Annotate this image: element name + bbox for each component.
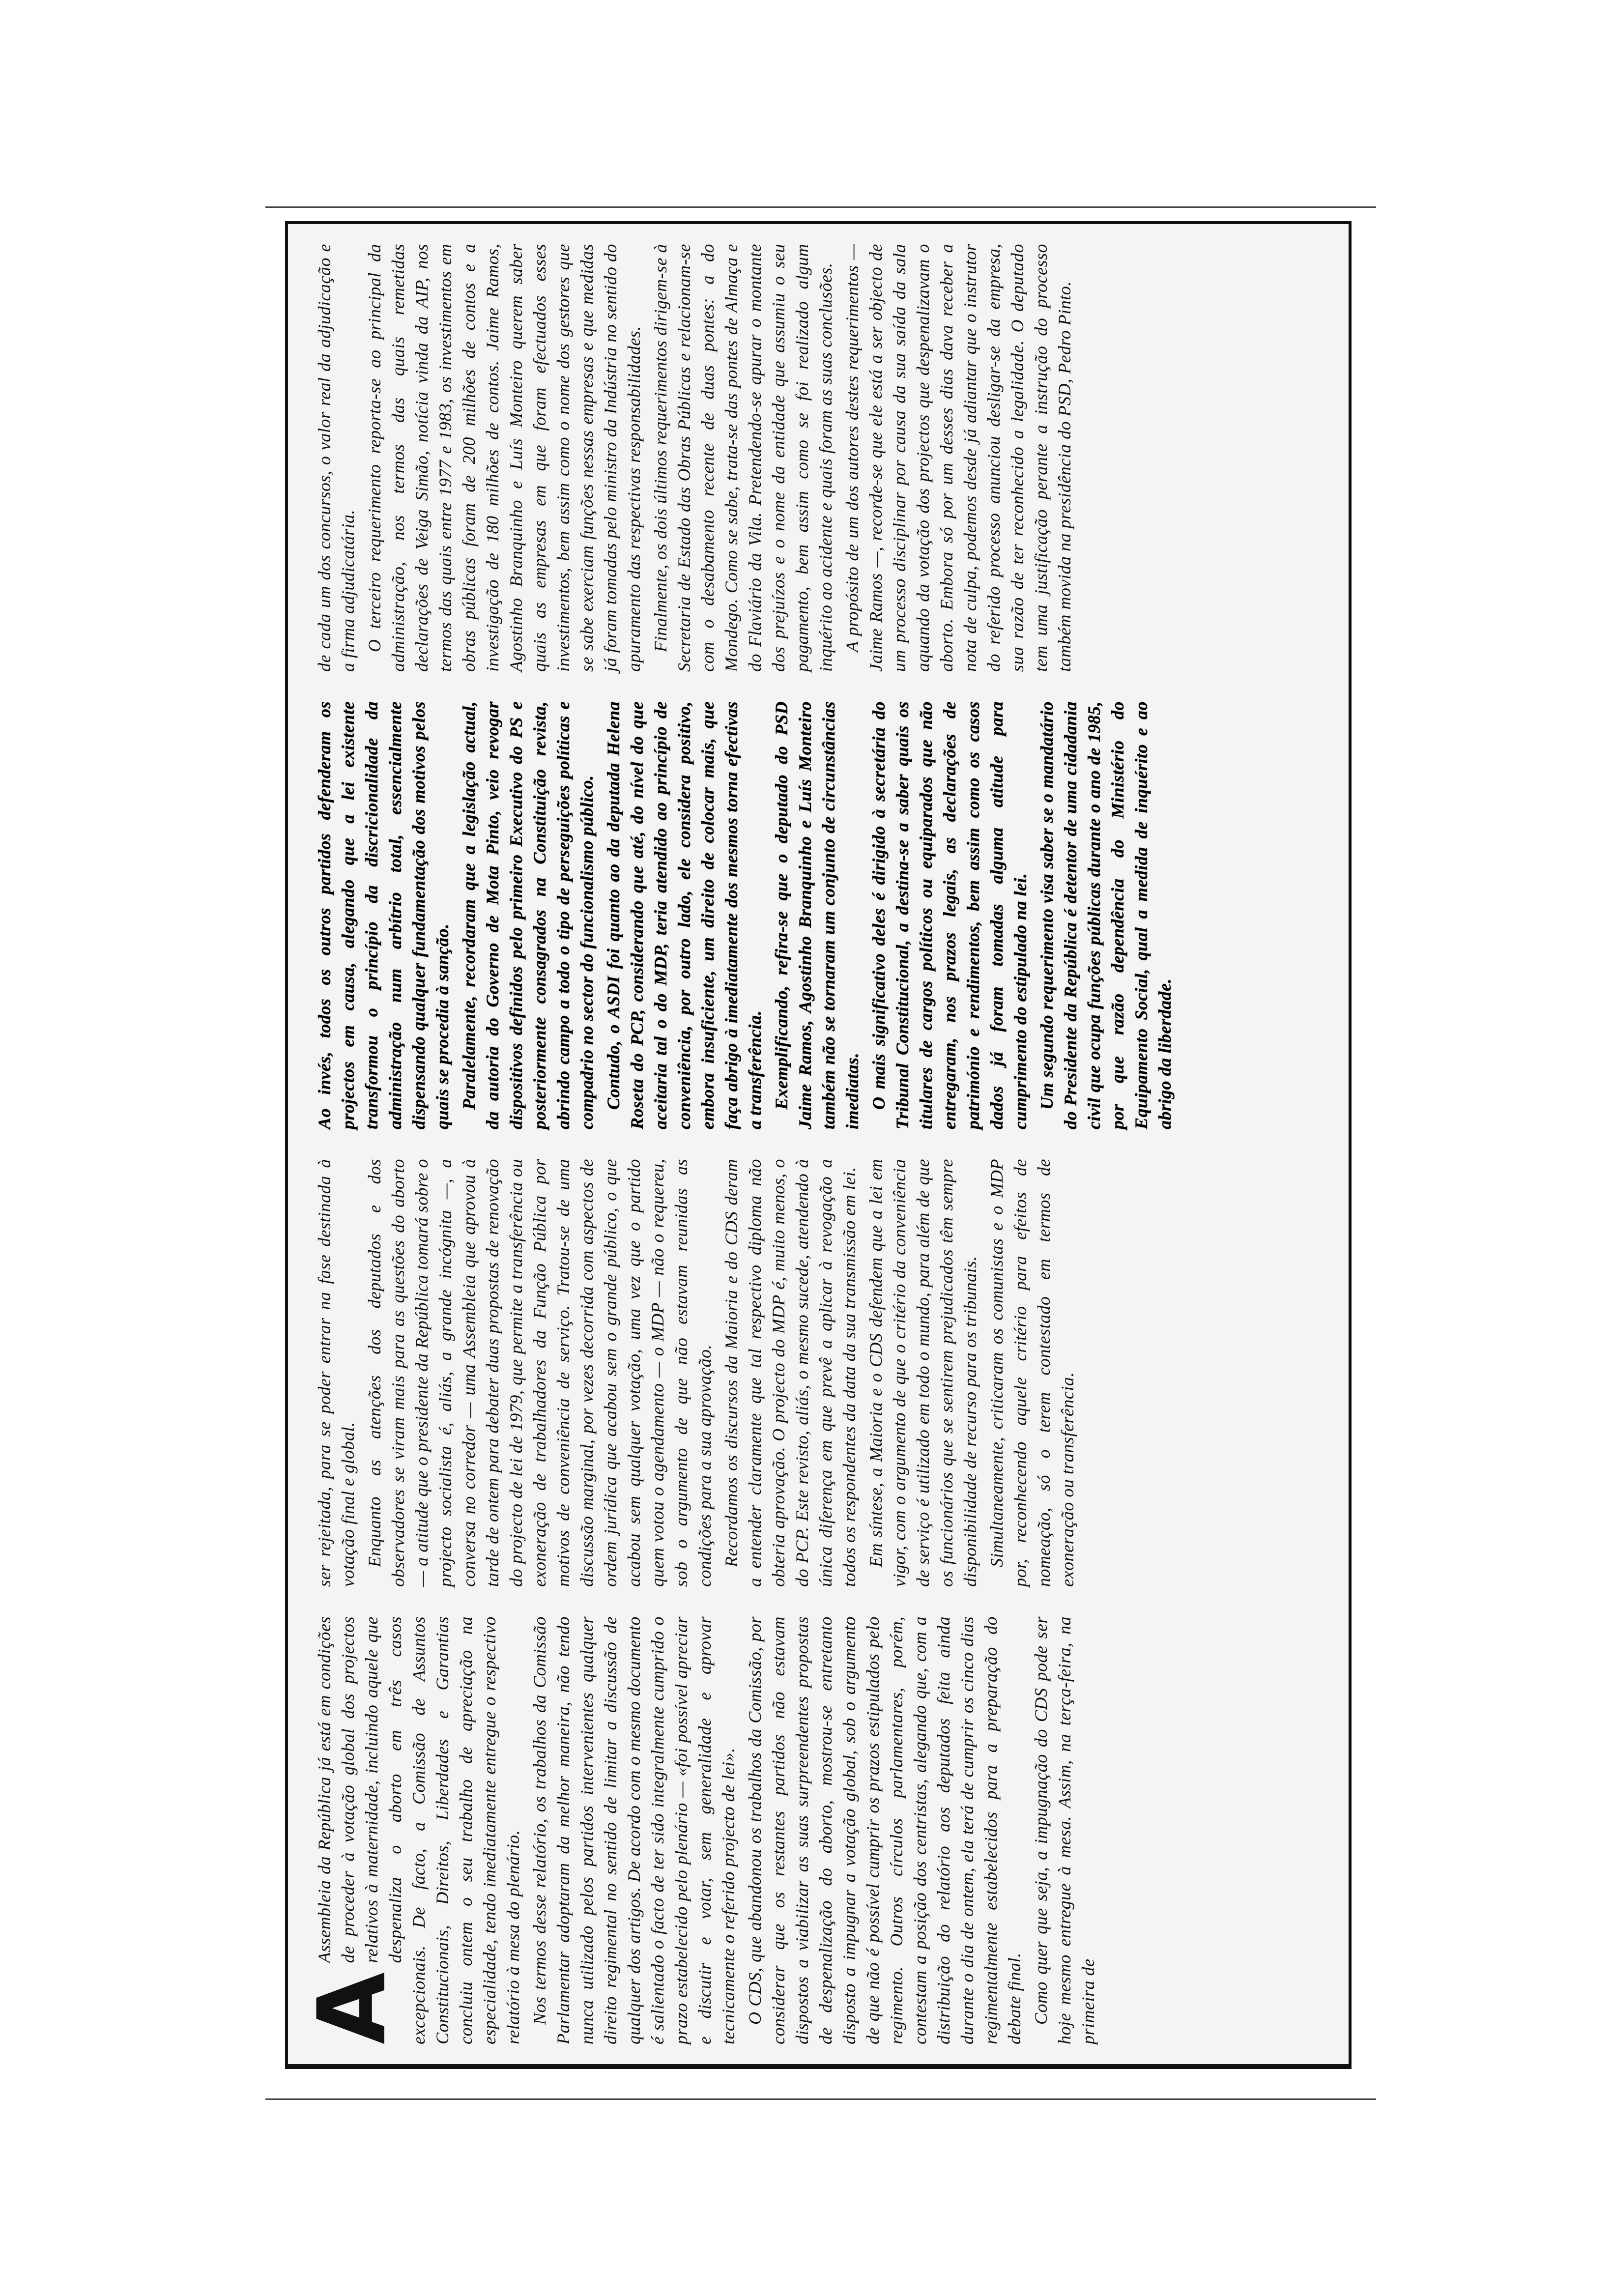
top-rule: [265, 206, 1376, 208]
column-3: [313, 701, 1329, 1129]
drop-cap: A: [298, 1972, 406, 2044]
paragraph: Em síntese, a Maioria e o CDS defendem que a lei em vigor, com o argumento de que o critério da conveniência de serviço é utilizado em todo o mundo, para além de que os funcionários que se sentirem prejudicados têm sempre disponibilidade de recurso para os tribunais.: [866, 1159, 980, 1587]
paragraph: Ao invés, todos os outros partidos defenderam os projectos em causa, alegando que a lei existente transformou o princípio da discricionalidade da administração num arbítrio total, essencialmente dispensando qualquer fundamentação dos motivos pelos quais se procedia à sanção.: [315, 701, 452, 1129]
newspaper-clipping: [285, 221, 1352, 2069]
paragraph: Recordamos os discursos da Maioria e do CDS deram a entender claramente que tal respectivo diploma não obteria aprovação. O projecto do MDP é, muito menos, o do PCP. Este revisto, aliás, o mesmo sucede, atendendo à única diferença em que prevê a aplicar à revogação a todos os respondentes da data da sua transmissão em lei.: [721, 1159, 859, 1587]
column-4: [313, 244, 1329, 672]
column-1: [298, 1616, 1329, 2044]
paragraph: O terceiro requerimento reporta-se ao principal da administração, nos termos das quais remetidas declarações de Veiga Simão, notícia vinda da AIP, nos termos das quais entre 1977 e 1983, os investimentos em obras públicas foram de 200 milhões de contos e a investigação de 180 milhões de contos. Jaime Ramos, Agostinho Branquinho e Luís Monteiro querem saber quais as empresas em que foram efectuados esses investimentos, bem assim como o nome dos gestores que se sabe exerciam funções nessas empresas e que medidas já foram tomadas pelo ministro da Indústria no sentido do apuramento das respectivas responsabilidades.: [365, 244, 644, 672]
paragraph: O CDS, que abandonou os trabalhos da Comissão, por considerar que os restantes partidos não estavam dispostos a viabilizar as suas surpreendentes propostas de despenalização do aborto, mostrou-se entretanto disposto a impugnar a votação global, sob o argumento de que não é possível cumprir os prazos estipulados pelo regimento. Outros círculos parlamentares, porém, contestam a posição dos centristas, alegando que, com a distribuição do relatório aos deputados feita ainda durante o dia de ontem, ela terá de cumprir os cinco dias regimentalmente estabelecidos para a preparação do debate final.: [745, 1616, 1024, 2044]
bottom-rule: [265, 2098, 1376, 2100]
paragraph: O mais significativo deles é dirigido à secretária do Tribunal Constitucional, a destina-se a saber quais os titulares de cargos políticos ou equiparados que não entregaram, nos prazos legais, as declarações de património e rendimentos, bem assim como os casos dados já foram tomadas alguma atitude para cumprimento do estipulado na lei.: [869, 701, 1030, 1129]
column-2: [313, 1159, 1329, 1587]
paragraph: Enquanto as atenções dos deputados e dos observadores se viram mais para as questões do aborto — a atitude que o presidente da República tomará sobre o projecto socialista é, aliás, a grande incógnita —, a conversa no corredor — uma Assembleia que aprovou à tarde de ontem para debater duas propostas de renovação do projecto de lei de 1979, que permite a transferência ou exoneração de trabalhadores da Função Pública por motivos de conveniência de serviço. Tratou-se de uma discussão marginal, por vezes decorrida com aspectos de ordem jurídica que acabou sem o grande público, o que acabou sem qualquer votação, uma vez que o partido quem votou o agendamento — o MDP — não o requereu, sob o argumento de que não estavam reunidas as condições para a sua aprovação.: [365, 1159, 715, 1587]
paragraph: Exemplificando, refira-se que o deputado do PSD Jaime Ramos, Agostinho Branquinho e Luís Monteiro também não se tornaram um conjunto de circunstâncias imediatas.: [772, 701, 862, 1129]
paragraph: Contudo, o ASDI foi quanto ao da deputada Helena Roseta do PCP, considerando que até, do nível do que aceitaria tal o do MDP, teria atendido ao princípio de conveniência, por outro lado, ele considera positivo, embora insuficiente, um direito de colocar mais, que faça abrigo à imediatamente dos mesmos torna efectivas a transferência.: [604, 701, 765, 1129]
paragraph: A propósito de um dos autores destes requerimentos — Jaime Ramos —, recorde-se que ele está a ser objecto de um processo disciplinar por causa da sua saída da sala aquando da votação dos projectos que despenalizavam o aborto. Embora só por um desses dias dava receber a nota de culpa, podemos desde já adiantar que o instrutor do referido processo anunciou desligar-se da empresa, sua razão de ter reconhecido a legalidade. O deputado tem uma justificação perante a instrução do processo também movida na presidência do PSD, Pedro Pinto.: [842, 244, 1074, 672]
paragraph: Como quer que seja, a impugnação do CDS pode ser hoje mesmo entregue à mesa. Assim, na terça-feira, na primeira de: [1031, 1616, 1098, 2044]
paragraph: A Assembleia da República já está em condições de proceder à votação global dos projectos relativos à maternidade, incluindo aquele que despenaliza o aborto em três casos excepcionais. De facto, a Comissão de Assuntos Constitucionais, Direitos, Liberdades e Garantias concluiu ontem o seu trabalho de apreciação na especialidade, tendo imediatamente entregue o respectivo relatório à mesa do plenário.: [298, 1616, 523, 2044]
paragraph: ser rejeitada, para se poder entrar na fase destinada à votação final e global.: [315, 1159, 358, 1587]
paragraph: Finalmente, os dois últimos requerimentos dirigem-se à Secretaria de Estado das Obras Públicas e relacionam-se com o desabamento recente de duas pontes: a do Mondego. Como se sabe, trata-se das pontes de Almaça e do Flaviário da Vila. Pretendendo-se apurar o montante dos prejuízos e o nome da entidade que assumiu o seu pagamento, bem assim como se foi realizado algum inquérito ao acidente e quais foram as suas conclusões.: [651, 244, 835, 672]
article-columns: [298, 244, 1329, 2044]
paragraph: Um segundo requerimento visa saber se o mandatário do Presidente da República é detentor de uma cidadania civil que ocupa funções públicas durante o ano de 1985, por que razão dependência do Ministério do Equipamento Social, qual a medida de inquérito e ao abrigo da liberdade.: [1037, 701, 1175, 1129]
clipping-rotated: [285, 221, 1352, 2069]
paragraph: Simultaneamente, criticaram os comunistas e o MDP por, reconhecendo aquele critério para efeitos de nomeação, só o terem contestado em termos de exoneração ou transferência.: [987, 1159, 1077, 1587]
paragraph: Nos termos desse relatório, os trabalhos da Comissão Parlamentar adoptaram da melhor maneira, não tendo nunca utilizado pelos partidos intervenientes qualquer direito regimental no sentido de limitar a discussão de qualquer dos artigos. De acordo com o mesmo documento é salientado o facto de ter sido integralmente cumprido o prazo estabelecido pelo plenário — «foi possível apreciar e discutir e votar, sem generalidade e aprovar tecnicamente o referido projecto de lei».: [530, 1616, 738, 2044]
paragraph: Paralelamente, recordaram que a legislação actual, da autoria do Governo de Mota Pinto, veio revogar dispositivos definidos pelo primeiro Executivo do PS e posteriormente consagrados na Constituição revista, abrindo campo a todo o tipo de perseguições políticas e compadrio no sector do funcionalismo público.: [459, 701, 597, 1129]
paragraph: de cada um dos concursos, o valor real da adjudicação e a firma adjudicatária.: [315, 244, 358, 672]
